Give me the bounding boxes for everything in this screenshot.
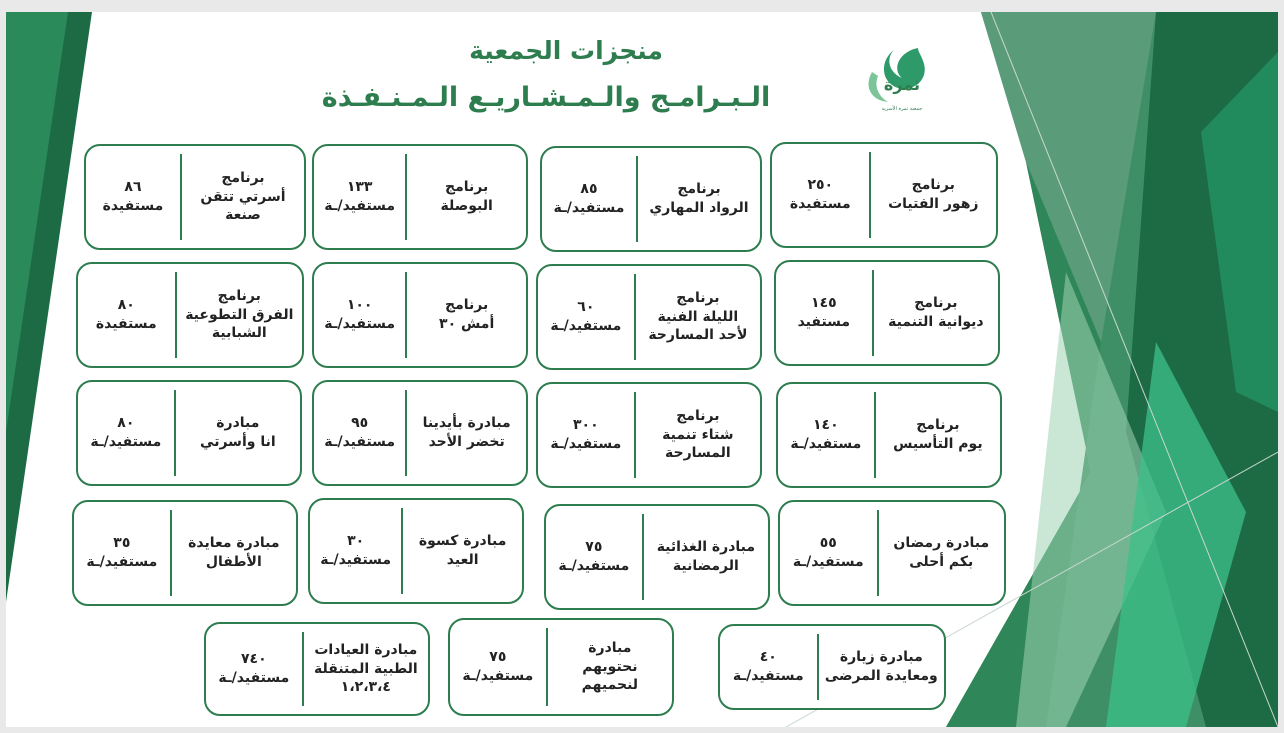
program-name: برنامج شتاء تنمية المسارحة — [662, 407, 734, 462]
card-divider — [634, 274, 636, 360]
program-card — [72, 500, 298, 606]
program-card — [778, 500, 1006, 606]
program-name: مبادرة زيارة ومعايدة المرضى — [824, 649, 938, 684]
beneficiary-count: ٨٠ مستفيدة — [95, 297, 157, 332]
beneficiary-count: ٣٠ مستفيد/ـة — [320, 533, 392, 568]
card-divider — [546, 628, 548, 706]
program-name: برنامج زهور الفتيات — [888, 177, 979, 212]
beneficiary-count: ٣٠٠ مستفيد/ـة — [550, 417, 622, 452]
program-card — [536, 382, 762, 488]
svg-text:ثمرة: ثمرة — [883, 75, 921, 94]
beneficiary-count: ٤٠ مستفيد/ـة — [732, 649, 804, 684]
page-subtitle: الـبـرامـج والـمـشـاريـع الـمـنـفـذة — [321, 82, 771, 113]
beneficiary-count: ١٤٥ مستفيد — [797, 295, 851, 330]
program-name: مبادرة انا وأسرتي — [200, 415, 276, 450]
beneficiary-count: ١٤٠ مستفيد/ـة — [790, 417, 862, 452]
card-divider — [180, 154, 182, 240]
program-name: مبادرة الغذائية الرمضانية — [656, 539, 756, 574]
beneficiary-count: ٣٥ مستفيد/ـة — [86, 535, 158, 570]
card-divider — [175, 272, 177, 358]
program-card — [718, 624, 946, 710]
program-name: برنامج الفرق التطوعية الشبابية — [185, 287, 294, 342]
beneficiary-count: ٨٥ مستفيد/ـة — [553, 181, 625, 216]
card-divider — [872, 270, 874, 356]
card-divider — [405, 272, 407, 358]
program-card — [448, 618, 674, 716]
program-name: مبادرة رمضان بكم أحلى — [893, 535, 990, 570]
svg-text:جمعية ثمرة الأسرية: جمعية ثمرة الأسرية — [881, 106, 923, 112]
program-card — [536, 264, 762, 370]
card-divider — [405, 154, 407, 240]
program-name: برنامج أسرتي تتقن صنعة — [200, 169, 286, 224]
program-card — [76, 262, 304, 368]
program-name: مبادرة معايدة الأطفال — [188, 535, 280, 570]
card-divider — [634, 392, 636, 478]
beneficiary-count: ٥٥ مستفيد/ـة — [792, 535, 864, 570]
beneficiary-count: ٧٤٠ مستفيد/ـة — [218, 651, 290, 686]
program-card — [84, 144, 306, 250]
program-name: برنامج يوم التأسيس — [893, 417, 983, 452]
program-card — [312, 262, 528, 368]
page-title: منجزات الجمعية — [469, 36, 663, 65]
beneficiary-count: ٢٥٠ مستفيدة — [789, 177, 851, 212]
program-name: برنامج الليلة الفنية لأحد المسارحة — [648, 289, 748, 344]
beneficiary-count: ١٣٣ مستفيد/ـة — [324, 179, 396, 214]
program-name: برنامج أمش ٣٠ — [439, 297, 495, 332]
program-name: مبادرة نحتويهم لنحميهم — [581, 639, 639, 694]
card-divider — [642, 514, 644, 600]
beneficiary-count: ٩٥ مستفيد/ـة — [324, 415, 396, 450]
program-card — [774, 260, 1000, 366]
card-divider — [174, 390, 176, 476]
card-divider — [874, 392, 876, 478]
beneficiary-count: ٦٠ مستفيد/ـة — [550, 299, 622, 334]
program-card — [312, 144, 528, 250]
card-divider — [302, 632, 304, 706]
program-card — [544, 504, 770, 610]
card-divider — [636, 156, 638, 242]
program-name: مبادرة كسوة العيد — [418, 533, 507, 568]
card-divider — [877, 510, 879, 596]
slide — [6, 12, 1278, 727]
program-card — [770, 142, 998, 248]
beneficiary-count: ٨٠ مستفيد/ـة — [90, 415, 162, 450]
beneficiary-count: ٧٥ مستفيد/ـة — [462, 649, 534, 684]
program-name: مبادرة بأيدينا تخضر الأحد — [422, 415, 511, 450]
program-card — [776, 382, 1002, 488]
card-divider — [401, 508, 403, 594]
beneficiary-count: ١٠٠ مستفيد/ـة — [324, 297, 396, 332]
beneficiary-count: ٧٥ مستفيد/ـة — [558, 539, 630, 574]
program-name: برنامج البوصلة — [440, 179, 493, 214]
card-divider — [405, 390, 407, 476]
program-name: برنامج ديوانية التنمية — [888, 295, 984, 330]
card-divider — [817, 634, 819, 700]
program-card — [308, 498, 524, 604]
program-name: مبادرة العيادات الطبية المتنقلة ١،٢،٣،٤ — [314, 641, 418, 696]
association-logo — [858, 42, 942, 116]
card-divider — [170, 510, 172, 596]
program-card — [204, 622, 430, 716]
beneficiary-count: ٨٦ مستفيدة — [102, 179, 164, 214]
card-divider — [869, 152, 871, 238]
program-card — [312, 380, 528, 486]
program-card — [76, 380, 302, 486]
program-name: برنامج الرواد المهاري — [649, 181, 749, 216]
program-card — [540, 146, 762, 252]
